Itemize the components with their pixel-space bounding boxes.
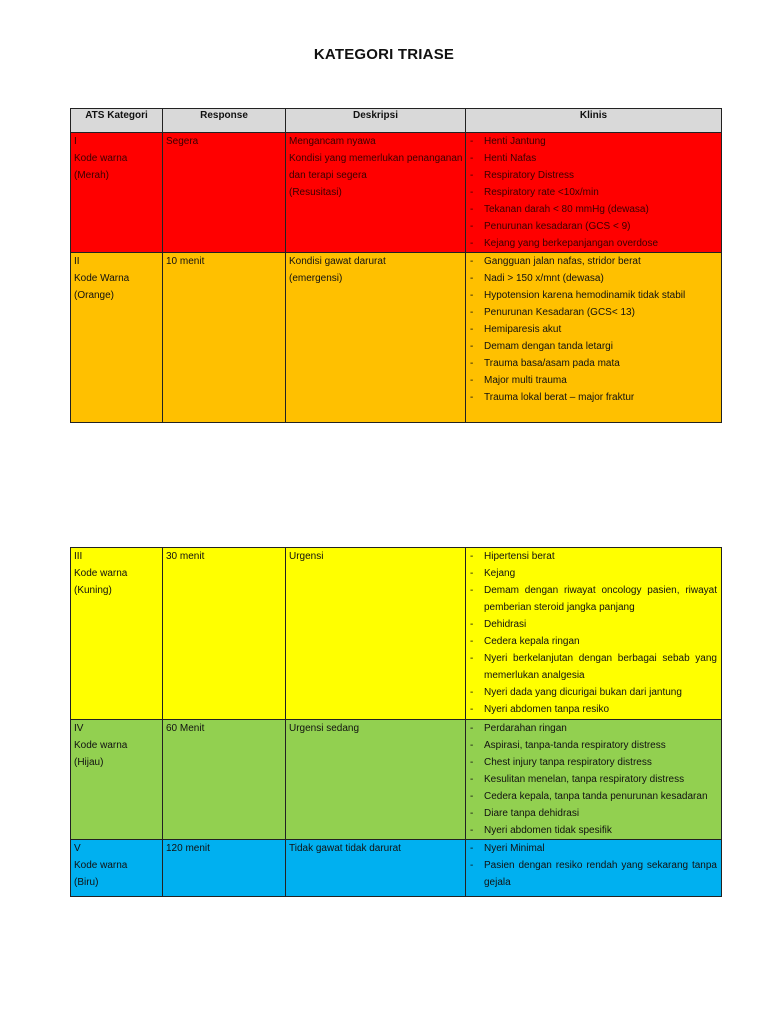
header-klinis: Klinis — [466, 109, 722, 133]
list-item: - Trauma basa/asam pada mata — [470, 358, 620, 369]
deskripsi-line: (emergensi) — [289, 273, 343, 284]
list-item: - Nyeri abdomen tidak spesifik — [470, 825, 612, 836]
list-item: - Cedera kepala, tanpa tanda penurunan kesadaran — [470, 791, 708, 802]
list-item: - Nyeri berkelanjutan dengan berbagai sebab yang memerlukan analgesia — [470, 653, 717, 681]
klinis-cell — [466, 548, 722, 720]
response-cell — [163, 720, 286, 840]
list-item: - Nadi > 150 x/mnt (dewasa) — [470, 273, 604, 284]
list-item: - Dehidrasi — [470, 619, 527, 630]
klinis-cell — [466, 253, 722, 423]
list-item: - Major multi trauma — [470, 375, 567, 386]
kategori-warna: (Merah) — [74, 170, 110, 181]
deskripsi-line: Kondisi gawat darurat — [289, 256, 386, 267]
kategori-warna: (Biru) — [74, 877, 99, 888]
list-item: - Aspirasi, tanpa-tanda respiratory distress — [470, 740, 666, 751]
list-item: - Hipertensi berat — [470, 551, 555, 562]
list-item: - Hypotension karena hemodinamik tidak stabil — [470, 290, 686, 301]
kategori-warna: (Kuning) — [74, 585, 112, 596]
list-item: - Nyeri abdomen tanpa resiko — [470, 704, 610, 715]
kategori-kode-label: Kode warna — [74, 740, 128, 751]
list-item: - Penurunan Kesadaran (GCS< 13) — [470, 307, 635, 318]
response-time: 30 menit — [166, 551, 205, 562]
list-item: - Respiratory rate <10x/min — [470, 187, 599, 198]
kategori-kode-label: Kode warna — [74, 568, 128, 579]
klinis-list — [466, 840, 721, 891]
kategori-level: III — [74, 551, 83, 562]
header-ats-kategori: ATS Kategori — [71, 109, 163, 133]
list-item: - Henti Nafas — [470, 153, 537, 164]
table-row-kategori-1 — [71, 133, 722, 253]
klinis-list — [466, 133, 721, 252]
header-response: Response — [163, 109, 286, 133]
triage-table-part-2 — [70, 547, 722, 897]
list-item: - Demam dengan riwayat oncology pasien, riwayat pemberian steroid jangka panjang — [470, 585, 717, 613]
list-item: - Penurunan kesadaran (GCS < 9) — [470, 221, 631, 232]
response-time: 120 menit — [166, 843, 210, 854]
kategori-kode-label: Kode warna — [74, 860, 128, 871]
deskripsi-cell — [286, 133, 466, 253]
klinis-list — [466, 548, 721, 718]
kategori-level: I — [74, 136, 77, 147]
deskripsi-cell — [286, 840, 466, 897]
deskripsi-cell — [286, 548, 466, 720]
list-item: - Diare tanpa dehidrasi — [470, 808, 580, 819]
list-item: - Respiratory Distress — [470, 170, 575, 181]
header-deskripsi: Deskripsi — [286, 109, 466, 133]
deskripsi-line: Tidak gawat tidak darurat — [289, 843, 401, 854]
response-time: 60 Menit — [166, 723, 205, 734]
kategori-cell — [71, 253, 163, 423]
table-row-kategori-5 — [71, 840, 722, 897]
klinis-cell — [466, 840, 722, 897]
response-time: Segera — [166, 136, 199, 147]
kategori-level: II — [74, 256, 80, 267]
response-time: 10 menit — [166, 256, 205, 267]
kategori-warna: (Orange) — [74, 290, 115, 301]
deskripsi-line: dan terapi segera — [289, 170, 367, 181]
list-item: - Hemiparesis akut — [470, 324, 562, 335]
kategori-warna: (Hijau) — [74, 757, 104, 768]
kategori-cell — [71, 840, 163, 897]
deskripsi-line: Mengancam nyawa — [289, 136, 376, 147]
list-item: - Pasien dengan resiko rendah yang sekarang tanpa gejala — [470, 860, 717, 888]
klinis-list — [466, 720, 721, 839]
deskripsi-line: Urgensi — [289, 551, 324, 562]
table-row-kategori-3 — [71, 548, 722, 720]
triage-table-part-1 — [70, 108, 722, 423]
list-item: - Henti Jantung — [470, 136, 546, 147]
table-row-kategori-4 — [71, 720, 722, 840]
deskripsi-line: Kondisi yang memerlukan penanganan — [289, 153, 463, 164]
klinis-cell — [466, 720, 722, 840]
response-cell — [163, 840, 286, 897]
kategori-level: IV — [74, 723, 84, 734]
table-header-row — [71, 109, 722, 133]
list-item: - Trauma lokal berat – major fraktur — [470, 392, 635, 403]
list-item: - Nyeri dada yang dicurigai bukan dari jantung — [470, 687, 682, 698]
list-item: - Cedera kepala ringan — [470, 636, 580, 647]
kategori-cell — [71, 548, 163, 720]
list-item: - Gangguan jalan nafas, stridor berat — [470, 256, 641, 267]
list-item: - Kejang — [470, 568, 516, 579]
klinis-cell — [466, 133, 722, 253]
list-item: - Kejang yang berkepanjangan overdose — [470, 238, 659, 249]
list-item: - Perdarahan ringan — [470, 723, 567, 734]
kategori-level: V — [74, 843, 81, 854]
list-item: - Chest injury tanpa respiratory distress — [470, 757, 652, 768]
list-item: - Kesulitan menelan, tanpa respiratory distress — [470, 774, 685, 785]
response-cell — [163, 548, 286, 720]
deskripsi-line: Urgensi sedang — [289, 723, 360, 734]
klinis-list — [466, 253, 721, 406]
kategori-cell — [71, 720, 163, 840]
kategori-cell — [71, 133, 163, 253]
deskripsi-line: (Resusitasi) — [289, 187, 342, 198]
list-item: - Tekanan darah < 80 mmHg (dewasa) — [470, 204, 649, 215]
response-cell — [163, 253, 286, 423]
list-item: - Nyeri Minimal — [470, 843, 545, 854]
kategori-kode-label: Kode warna — [74, 153, 128, 164]
table-row-kategori-2 — [71, 253, 722, 423]
page-title: KATEGORI TRIASE — [313, 46, 455, 63]
kategori-kode-label: Kode Warna — [74, 273, 130, 284]
response-cell — [163, 133, 286, 253]
list-item: - Demam dengan tanda letargi — [470, 341, 613, 352]
deskripsi-cell — [286, 720, 466, 840]
deskripsi-cell — [286, 253, 466, 423]
